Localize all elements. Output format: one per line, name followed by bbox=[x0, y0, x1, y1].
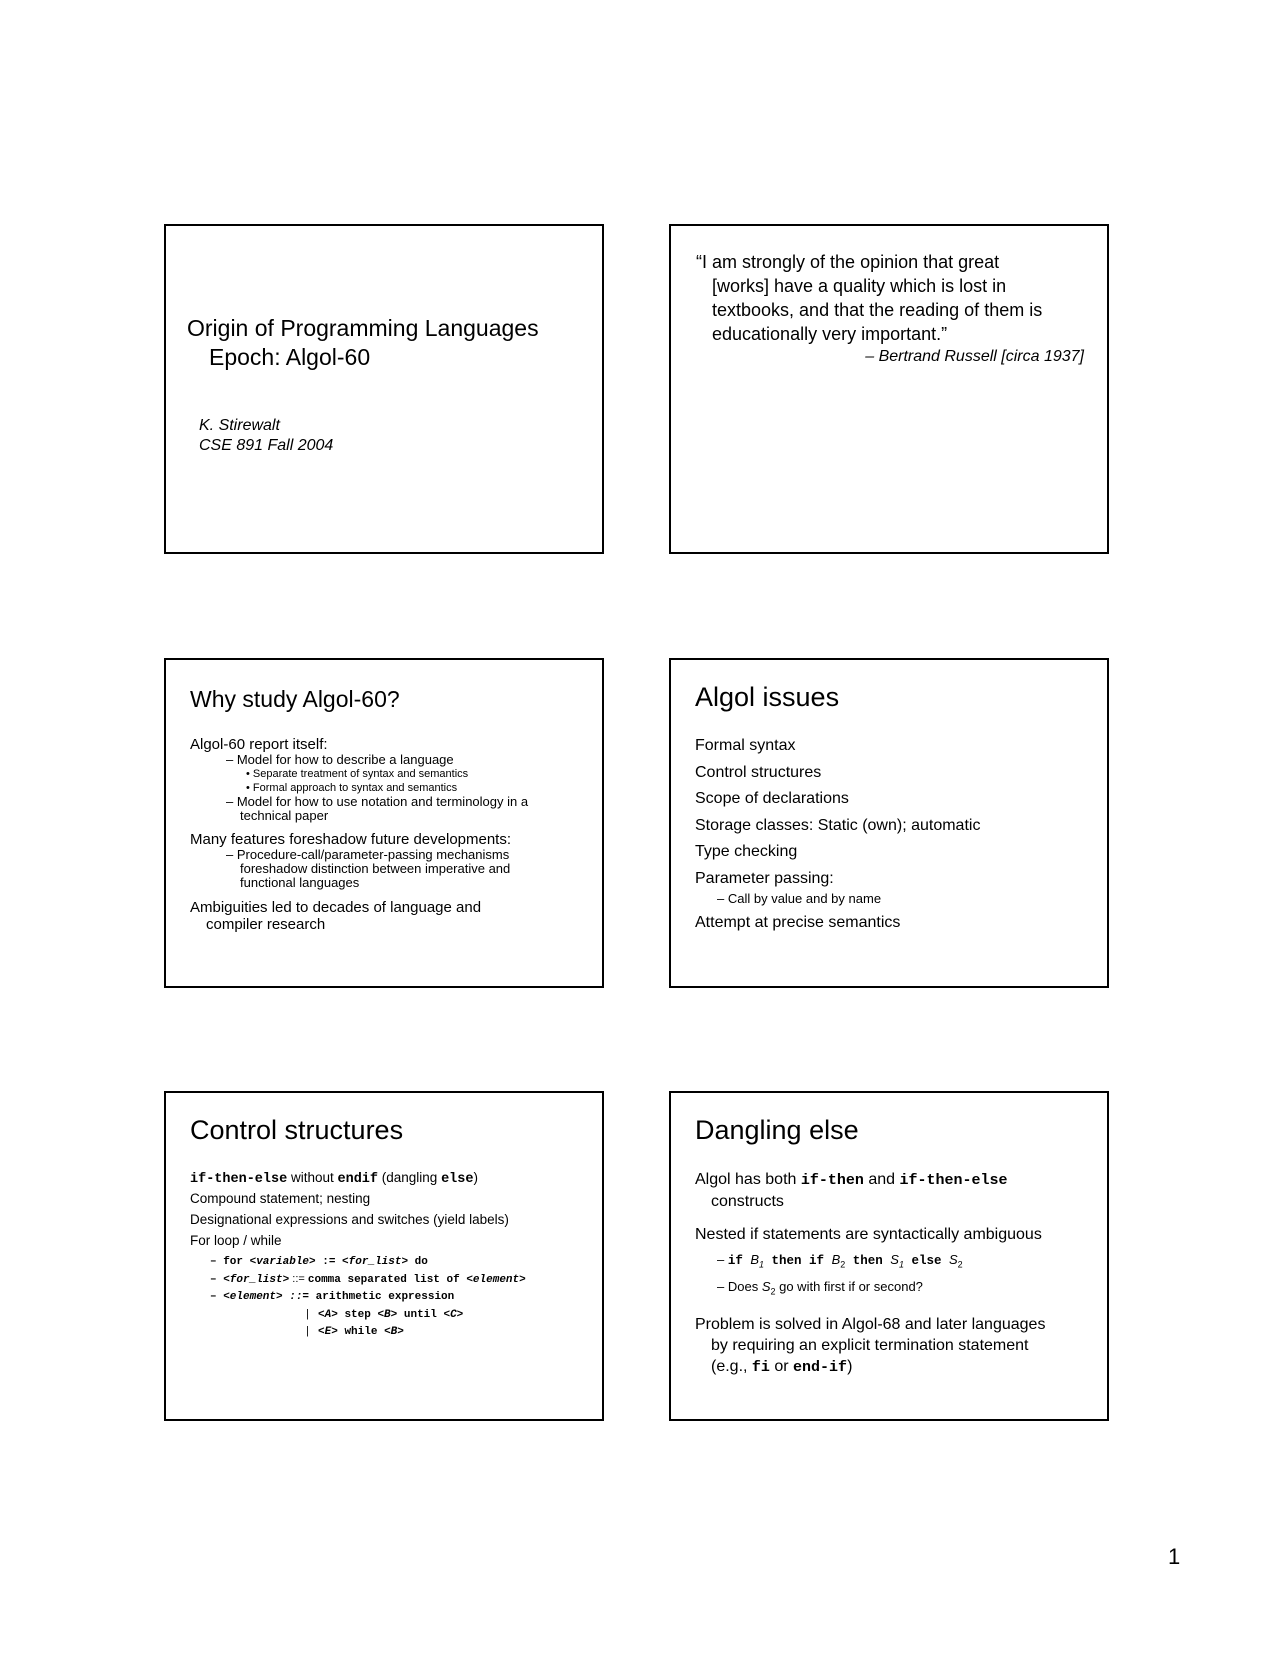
code-text: – bbox=[210, 1291, 224, 1303]
sub-bullet bbox=[695, 1276, 1090, 1303]
grammar-line bbox=[190, 1323, 526, 1341]
page-number: 1 bbox=[1168, 1544, 1181, 1569]
code-text: <for_list> bbox=[223, 1273, 290, 1286]
code-text: <E> bbox=[318, 1326, 338, 1338]
bullet-line: Ambiguities led to decades of language and bbox=[190, 899, 482, 916]
code-text: <variable> bbox=[249, 1256, 316, 1268]
subscript: 2 bbox=[957, 1259, 963, 1270]
code-text: ::= bbox=[282, 1291, 316, 1303]
sub-bullet-line: – Model for how to use notation and terminology in a bbox=[226, 794, 529, 809]
code-text: do bbox=[408, 1256, 428, 1268]
slide-title bbox=[164, 224, 604, 554]
bullet: Control structures bbox=[695, 763, 822, 781]
text: ) bbox=[847, 1358, 853, 1376]
text: without bbox=[287, 1170, 338, 1185]
code-text: – for bbox=[210, 1256, 250, 1268]
slide-heading: Why study Algol-60? bbox=[190, 686, 400, 712]
code-text: end-if bbox=[793, 1359, 848, 1377]
text: ::= bbox=[289, 1272, 308, 1285]
code-text: else bbox=[441, 1172, 474, 1187]
bullet bbox=[190, 1169, 526, 1190]
bullet-line: by requiring an explicit termination statement bbox=[711, 1337, 1029, 1355]
code-text: until bbox=[397, 1308, 444, 1321]
slide-dangling-else bbox=[669, 1091, 1109, 1421]
code-text: arithmetic expression bbox=[315, 1291, 455, 1303]
title-line-1: Origin of Programming Languages bbox=[187, 315, 539, 341]
bullet: Compound statement; nesting bbox=[190, 1191, 371, 1206]
code-text: then if bbox=[764, 1254, 832, 1268]
bullet-line: Problem is solved in Algol-68 and later languages bbox=[695, 1316, 1046, 1334]
code-text: <B> bbox=[384, 1326, 404, 1338]
bullet: Algol-60 report itself: bbox=[190, 736, 328, 753]
code-text: if-then-else bbox=[899, 1172, 1008, 1189]
bullet bbox=[695, 1314, 1090, 1378]
sub-sub-bullet: • Formal approach to syntax and semantics bbox=[246, 782, 458, 794]
subscript: 2 bbox=[770, 1286, 776, 1297]
bullet: Type checking bbox=[695, 843, 798, 860]
text: Algol has both bbox=[695, 1171, 801, 1188]
slide-body bbox=[190, 736, 590, 933]
title-line-2: Epoch: Algol-60 bbox=[209, 344, 371, 370]
subscript: 2 bbox=[840, 1259, 846, 1270]
sub-bullet-line: – Procedure-call/parameter-passing mechanisms bbox=[226, 847, 510, 862]
sub-sub-bullet: • Separate treatment of syntax and semantics bbox=[246, 768, 469, 780]
code-text: fi bbox=[751, 1359, 770, 1377]
bullet: Storage classes: Static (own); automatic bbox=[695, 816, 981, 834]
quote-line: textbooks, and that the reading of them is bbox=[712, 300, 1043, 320]
slide-heading: Control structures bbox=[190, 1115, 404, 1145]
code-text: <for_list> bbox=[342, 1256, 409, 1268]
slide-why-study bbox=[164, 658, 604, 988]
code-text: <element> bbox=[466, 1273, 526, 1286]
quote-text bbox=[696, 250, 1076, 346]
code-text: while bbox=[337, 1326, 385, 1338]
author-name: K. Stirewalt bbox=[199, 417, 280, 434]
quote-line: educationally very important.” bbox=[712, 324, 948, 344]
sub-bullet-line: technical paper bbox=[240, 808, 329, 823]
bullet: For loop / while bbox=[190, 1233, 282, 1248]
bullet: Many features foreshadow future developments: bbox=[190, 831, 512, 848]
slide-body bbox=[190, 1169, 526, 1341]
variable: B bbox=[750, 1252, 760, 1267]
bullet bbox=[695, 1169, 1090, 1212]
quote-citation: – Bertrand Russell [circa 1937] bbox=[865, 348, 1084, 365]
code-text: <A> bbox=[318, 1308, 338, 1321]
variable: S bbox=[761, 1278, 771, 1294]
author-block bbox=[199, 416, 333, 456]
bullet-line: compiler research bbox=[206, 916, 326, 933]
course-name: CSE 891 Fall 2004 bbox=[199, 437, 334, 454]
bullet: Designational expressions and switches (yield labels) bbox=[190, 1212, 509, 1227]
bullet: Parameter passing: bbox=[695, 869, 834, 887]
alternative-bar: | bbox=[306, 1325, 309, 1337]
sub-bullet-line: foreshadow distinction between imperative and bbox=[240, 861, 511, 876]
code-text: if-then bbox=[800, 1172, 864, 1189]
slide-body bbox=[695, 1169, 1090, 1390]
bullet-line bbox=[695, 1356, 1090, 1378]
text: or bbox=[769, 1358, 794, 1376]
text: (dangling bbox=[378, 1170, 442, 1185]
code-text: endif bbox=[337, 1172, 379, 1187]
variable: B bbox=[831, 1252, 841, 1267]
bullet: Formal syntax bbox=[695, 737, 796, 754]
slide-heading: Algol issues bbox=[695, 682, 840, 712]
bullet: Nested if statements are syntactically ambiguous bbox=[695, 1226, 1042, 1243]
quote-line: [works] have a quality which is lost in bbox=[712, 276, 1007, 296]
sub-bullet: – Call by value and by name bbox=[717, 891, 882, 906]
code-text: step bbox=[337, 1308, 378, 1321]
code-text: if-then-else bbox=[190, 1172, 288, 1187]
slide-quote bbox=[669, 224, 1109, 554]
variable: S bbox=[948, 1252, 958, 1267]
grammar-line bbox=[190, 1288, 526, 1306]
code-text: – bbox=[210, 1273, 224, 1286]
slide-body bbox=[695, 736, 980, 940]
code-text: then bbox=[845, 1254, 891, 1268]
bullet-line: constructs bbox=[711, 1193, 784, 1210]
code-text: comma separated list of bbox=[307, 1273, 467, 1286]
slide-heading: Dangling else bbox=[695, 1115, 859, 1145]
quote-line: “I am strongly of the opinion that great bbox=[696, 252, 1000, 272]
sub-bullet bbox=[204, 795, 590, 823]
sub-bullet: – Model for how to describe a language bbox=[226, 752, 454, 767]
text: and bbox=[863, 1171, 900, 1188]
subscript: 1 bbox=[759, 1259, 765, 1270]
bullet bbox=[190, 899, 590, 933]
code-text: else bbox=[903, 1254, 949, 1268]
slide-title-heading bbox=[187, 314, 539, 372]
code-text: <C> bbox=[443, 1308, 464, 1321]
text: ) bbox=[473, 1170, 478, 1185]
bullet-line bbox=[695, 1169, 1090, 1191]
grammar-line bbox=[190, 1271, 526, 1289]
code-text: <element> bbox=[223, 1291, 283, 1303]
bullet: Attempt at precise semantics bbox=[695, 914, 901, 931]
code-text: if bbox=[727, 1254, 751, 1268]
grammar-line bbox=[190, 1253, 526, 1271]
sub-bullet bbox=[204, 848, 590, 890]
slide-control-structures bbox=[164, 1091, 604, 1421]
slide-algol-issues bbox=[669, 658, 1109, 988]
grammar-line bbox=[190, 1306, 526, 1324]
bullet: Scope of declarations bbox=[695, 790, 849, 807]
sub-bullet bbox=[695, 1249, 1090, 1276]
text: (e.g., bbox=[711, 1358, 752, 1376]
subscript: 1 bbox=[898, 1259, 904, 1270]
code-text: := bbox=[315, 1256, 343, 1268]
alternative-bar: | bbox=[306, 1307, 309, 1320]
text: go with first if or second? bbox=[775, 1278, 923, 1294]
sub-bullet-line: functional languages bbox=[240, 875, 360, 890]
text: – Does bbox=[717, 1278, 762, 1294]
variable: S bbox=[890, 1252, 899, 1267]
code-text: <B> bbox=[377, 1308, 398, 1321]
text: – bbox=[717, 1252, 728, 1267]
